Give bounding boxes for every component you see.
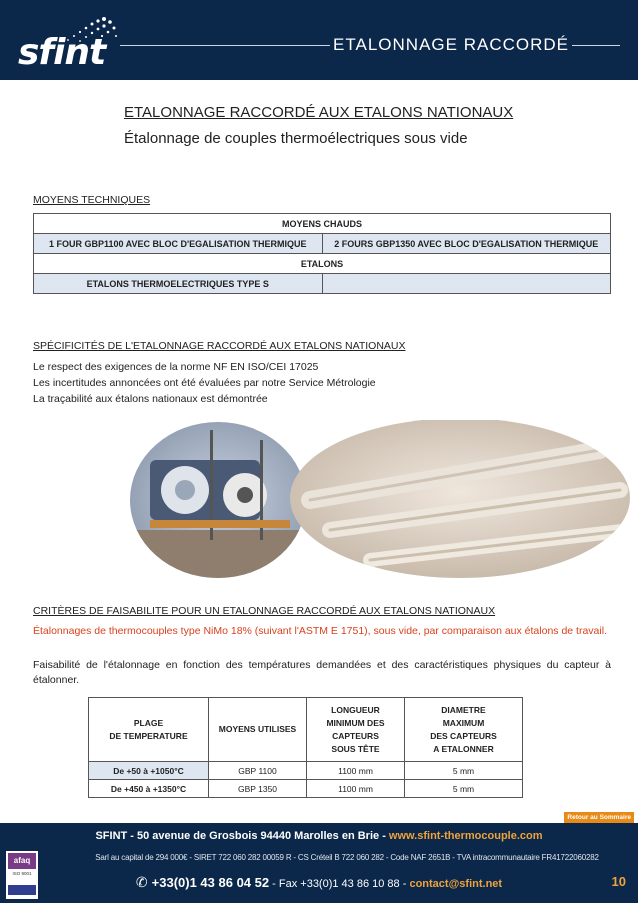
diametre-cell: 5 mm <box>405 780 523 798</box>
etalons-header: ETALONS <box>34 254 611 274</box>
plage-header-line: PLAGE <box>133 717 164 728</box>
table-row <box>34 214 611 234</box>
furnace-photo <box>130 420 310 580</box>
criteres-label: CRITÈRES DE FAISABILITE POUR UN ETALONNAGE RACCORDÉ AUX ETALONS NATIONAUX <box>33 605 496 617</box>
plage-header-line: DE TEMPERATURE <box>109 730 188 741</box>
longueur-header-line: SOUS TÊTE <box>331 743 380 754</box>
table-header-row <box>89 698 523 762</box>
page-footer <box>0 823 638 903</box>
diametre-header <box>405 698 523 762</box>
moyens-cell: GBP 1100 <box>209 762 307 780</box>
specificites-label: SPÉCIFICITÉS DE L'ETALONNAGE RACCORDÉ AUX ETALONS NATIONAUX <box>33 340 406 352</box>
page-title: ETALONNAGE RACCORDÉ AUX ETALONS NATIONAUX <box>124 104 514 121</box>
email-link[interactable]: contact@sfint.net <box>409 878 503 890</box>
longueur-header-line: MINIMUM DES <box>326 717 385 728</box>
footer-address-text: SFINT - 50 avenue de Grosbois 94440 Marolles en Brie - <box>95 830 389 842</box>
etalons-empty-cell <box>322 274 611 294</box>
spec-line: Les incertitudes annoncées ont été évaluées par notre Service Métrologie <box>33 377 376 389</box>
moyens-header: MOYENS UTILISES <box>209 698 307 762</box>
footer-legal: Sarl au capital de 294 000€ - SIRET 722 060 282 00059 R - CS Créteil B 722 060 282 - Code NAF 2651B - TVA intracommunautaire FR41722060282 <box>95 853 599 862</box>
retour-sommaire-link[interactable]: Retour au Sommaire <box>564 812 634 823</box>
logo-wordmark: sfint <box>18 32 106 73</box>
criteres-red-text: Étalonnages de thermocouples type NiMo 18% (suivant l'ASTM E 1751), sous vide, par comparaison aux étalons de travail. <box>33 625 607 637</box>
diametre-header-line: DIAMETRE <box>441 704 486 715</box>
etalons-type-s-cell: ETALONS THERMOELECTRIQUES TYPE S <box>34 274 323 294</box>
phone-icon: ✆ <box>135 874 148 890</box>
longueur-header-line: CAPTEURS <box>332 730 379 741</box>
table-row <box>34 254 611 274</box>
four-gbp1350-cell: 2 FOURS GBP1350 AVEC BLOC D'EGALISATION THERMIQUE <box>322 234 611 254</box>
longueur-cell: 1100 mm <box>307 780 405 798</box>
afaq-logo-subtext: ISO 9001 <box>12 871 32 876</box>
criteres-text: Faisabilité de l'étalonnage en fonction des températures demandées et des caractéristiques physiques du capteur à étalonner. <box>33 659 611 686</box>
diametre-header-line: DES CAPTEURS <box>430 730 497 741</box>
diametre-header-line: A ETALONNER <box>433 743 494 754</box>
footer-address <box>0 830 638 842</box>
page-header <box>0 0 638 80</box>
longueur-header-line: LONGUEUR <box>331 704 380 715</box>
website-link[interactable]: www.sfint-thermocouple.com <box>388 830 543 842</box>
afaq-logo-text: afaq <box>8 853 36 869</box>
moyens-table <box>33 213 611 294</box>
footer-contact <box>0 874 638 891</box>
page-subtitle: Étalonnage de couples thermoélectriques sous vide <box>124 130 468 147</box>
equipment-photos <box>130 420 630 580</box>
table-row <box>89 762 523 780</box>
spec-line: La traçabilité aux étalons nationaux est démontrée <box>33 393 268 405</box>
spec-line: Le respect des exigences de la norme NF EN ISO/CEI 17025 <box>33 361 319 373</box>
four-gbp1100-cell: 1 FOUR GBP1100 AVEC BLOC D'EGALISATION THERMIQUE <box>34 234 323 254</box>
plage-cell: De +50 à +1050°C <box>89 762 209 780</box>
moyens-chauds-header: MOYENS CHAUDS <box>34 214 611 234</box>
phone-number: +33(0)1 43 86 04 52 <box>151 875 270 890</box>
table-row <box>89 780 523 798</box>
table-row <box>34 274 611 294</box>
plage-header <box>89 698 209 762</box>
thermocouple-tubes-photo <box>280 420 630 580</box>
plage-table <box>88 697 523 798</box>
diametre-header-line: MAXIMUM <box>442 717 485 728</box>
longueur-cell: 1100 mm <box>307 762 405 780</box>
header-title: ETALONNAGE RACCORDÉ <box>330 35 572 55</box>
moyens-techniques-label: MOYENS TECHNIQUES <box>33 194 151 206</box>
moyens-cell: GBP 1350 <box>209 780 307 798</box>
diametre-cell: 5 mm <box>405 762 523 780</box>
longueur-header <box>307 698 405 762</box>
table-row <box>34 234 611 254</box>
fax-number: - Fax +33(0)1 43 86 10 88 - <box>269 878 410 890</box>
plage-cell: De +450 à +1350°C <box>89 780 209 798</box>
sfint-logo <box>14 14 126 73</box>
specificites-text <box>33 359 376 407</box>
page-number: 10 <box>611 874 626 889</box>
